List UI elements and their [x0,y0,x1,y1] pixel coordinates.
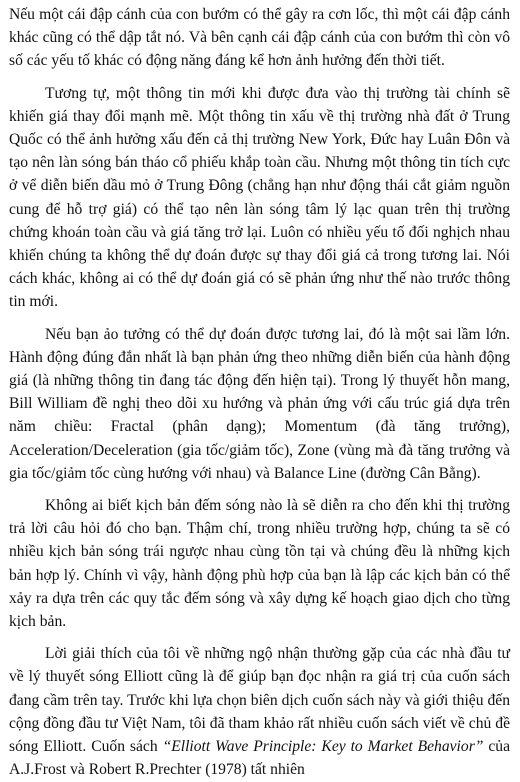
paragraph-5 [9,642,510,781]
paragraph-4: Không ai biết kịch bản đếm sóng nào là sẽ diễn ra cho đến khi thị trường trả lời câu hỏi đó cho bạn. Thậm chí, trong nhiều trường hợp, chúng ta sẽ có nhiều kịch bản sóng trái ngược nhau cùng tồn tại và chúng đều là những kịch bản hợp lý. Chính vì vậy, hành động phù hợp của bạn là lập các kịch bản có thể xảy ra dựa trên các quy tắc đếm sóng và xây dựng kế hoạch giao dịch cho từng kịch bản. [9,497,510,631]
paragraph-3: Nếu bạn ảo tưởng có thể dự đoán được tương lai, đó là một sai lầm lớn. Hành động đúng đắn nhất là bạn phản ứng theo những diễn biến của hành động giá (là những thông tin đang tác động đến hiện tại). Trong lý thuyết hỗn mang, Bill William đề nghị theo dõi xu hướng và phản ứng với cấu trúc giá dựa trên năm chiều: Fractal (phân dạng); Momentum (đà tăng trưởng), Acceleration/Deceleration (gia tốc/giảm tốc), Zone (vùng mà đà tăng trưởng và gia tốc/giảm tốc cùng hướng với nhau) và Balance Line (đường Cân Bằng). [9,325,510,482]
book-title: “Elliott Wave Principle: Key to Market Behavior” [162,738,484,756]
paragraph-1: Nếu một cái đập cánh của con bướm có thể gây ra cơn lốc, thì một cái đập cánh khác cũng có thể dập tắt nó. Và bên cạnh cái đập cánh của con bướm thì còn vô số các yếu tố khác có động năng đáng kể hơn ảnh hưởng đến thời tiết. [9,6,510,70]
paragraph-5-text-after: của A.J.Frost và Robert R.Prechter (1978) tất nhiên [9,738,511,779]
paragraph-2: Tương tự, một thông tin mới khi được đưa vào thị trường tài chính sẽ khiến giá thay đổi mạnh mẽ. Một thông tin xấu về thị trường nhà đất ở Trung Quốc có thể ảnh hưởng xấu đến cả thị trường New York, Đức hay Luân Đôn và tạo nên làn sóng bán tháo cổ phiếu khắp toàn cầu. Nhưng một thông tin tích cực ở vể diễn biến dầu mỏ ở Trung Đông (chẳng hạn như động thái cắt giảm nguồn cung để hỗ trợ giá) có thể tạo nên làn sóng tâm lý lạc quan trên thị trường chứng khoán toàn cầu và giá tăng trở lại. Luôn có nhiều yếu tố đối nghịch nhau khiến chúng ta không thể dự đoán được sự thay đổi giá cả trong tương lai. Nói cách khác, không ai có thể dự đoán giá có sẽ phản ứng như thế nào trước thông tin mới. [9,84,510,311]
paragraph-5-text-before: Lời giải thích của tôi về những ngộ nhận thường gặp của các nhà đầu tư về lý thuyết sóng Elliott cũng là để giúp bạn đọc nhận ra giá trị của cuốn sách đang cầm trên tay. Trước khi lựa chọn biên dịch cuốn sách này và giới thiệu đến cộng đồng đầu tư Việt Nam, tôi đã tham khảo rất nhiều cuốn sách viết về chủ đề sóng Elliott. Cuốn sách [9,645,510,756]
